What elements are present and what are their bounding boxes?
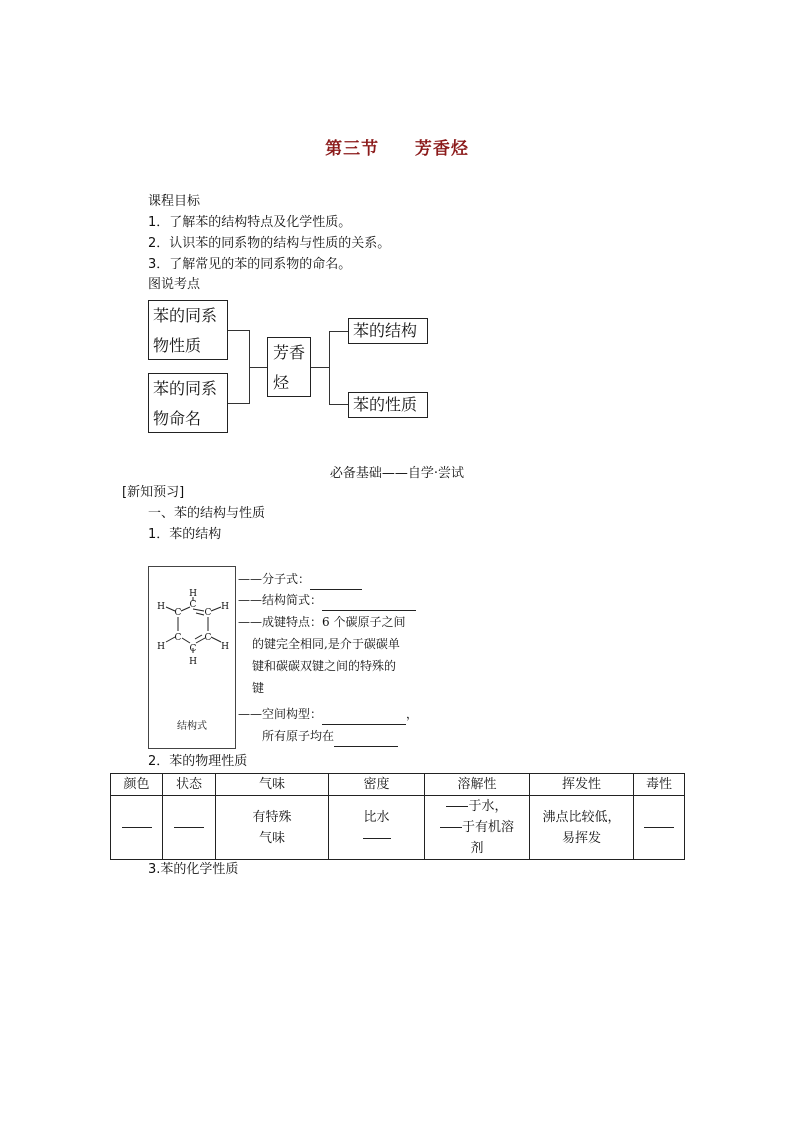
carbon-atom: C [174,608,182,618]
column-header: 状态 [163,774,216,796]
cell-density: 比水 [329,796,425,860]
fill-blank[interactable] [122,827,152,828]
connector-line [329,331,348,332]
hydrogen-atom: H [157,602,165,612]
physical-properties-table [110,773,685,860]
fill-blank[interactable] [322,710,406,725]
table-header-row [111,774,685,796]
column-header: 溶解性 [425,774,530,796]
goal-item: 1．了解苯的结构特点及化学性质。 [148,215,352,230]
carbon-atom: C [204,633,212,643]
column-header: 气味 [216,774,329,796]
connector-line [311,367,330,368]
carbon-atom: C [189,600,197,610]
cell-solubility: 于水， 于有机溶 剂 [425,796,530,860]
fill-blank[interactable] [644,827,674,828]
cell-state [163,796,216,860]
title-section: 第三节 [325,139,380,159]
goals-heading: 课程目标 [148,194,201,209]
fill-blank[interactable] [322,596,416,611]
map-box-homolog-naming: 苯的同系 物命名 [148,373,228,433]
concept-map-heading: 图说考点 [148,277,201,292]
note-bond-feature-line2: 的键完全相同,是介于碳碳单 [252,637,400,651]
cell-toxicity [634,796,685,860]
fill-blank[interactable] [363,838,391,839]
connector-line [329,331,330,405]
preview-tag: [新知预习] [122,485,185,500]
subsection-heading: 3.苯的化学性质 [148,862,239,877]
connector-line [228,403,250,404]
subsection-heading: 2．苯的物理性质 [148,754,248,769]
note-bond-feature-line4: 键 [252,681,265,695]
map-box-aromatic-hydrocarbon: 芳香 烃 [267,337,311,397]
note-bond-feature-line1: ——成键特点：6 个碳原子之间 [238,615,406,629]
hydrogen-atom: H [189,589,197,599]
map-box-homolog-properties: 苯的同系 物性质 [148,300,228,360]
connector-line [329,404,348,405]
section-heading: 一、苯的结构与性质 [148,506,266,521]
carbon-atom: C [174,633,182,643]
note-coplanar: 所有原子均在 [262,726,398,747]
page-title [0,134,794,159]
hydrogen-atom: H [157,642,165,652]
goal-item: 3．了解常见的苯的同系物的命名。 [148,257,352,272]
fill-blank[interactable] [440,827,462,828]
subsection-heading: 1．苯的结构 [148,527,222,542]
carbon-atom: C [189,644,197,654]
map-box-benzene-structure: 苯的结构 [348,318,428,344]
note-spatial-config: ——空间构型： ， [238,704,418,725]
column-header: 挥发性 [530,774,634,796]
connector-line [249,367,267,368]
fill-blank[interactable] [174,827,204,828]
hydrogen-atom: H [221,642,229,652]
table-row [111,796,685,860]
hydrogen-atom: H [189,657,197,667]
note-bond-feature-line3: 键和碳碳双键之间的特殊的 [252,659,397,673]
map-box-benzene-properties: 苯的性质 [348,392,428,418]
figure-caption: 结构式 [177,721,207,732]
goal-item: 2．认识苯的同系物的结构与性质的关系。 [148,236,391,251]
column-header: 密度 [329,774,425,796]
fill-blank[interactable] [334,732,398,747]
column-header: 颜色 [111,774,163,796]
carbon-atom: C [204,608,212,618]
cell-odor: 有特殊 气味 [216,796,329,860]
cell-volatility: 沸点比较低， 易挥发 [530,796,634,860]
column-header: 毒性 [634,774,685,796]
section-banner: 必备基础——自学·尝试 [329,466,465,481]
connector-line [228,330,250,331]
fill-blank[interactable] [446,806,468,807]
hydrogen-atom: H [221,602,229,612]
title-topic: 芳香烃 [414,139,469,159]
fill-blank[interactable] [310,575,362,590]
cell-color [111,796,163,860]
benzene-structure-figure [148,566,236,749]
note-molecular-formula: ——分子式： [238,569,362,590]
note-simplified-formula: ——结构简式： [238,590,416,611]
